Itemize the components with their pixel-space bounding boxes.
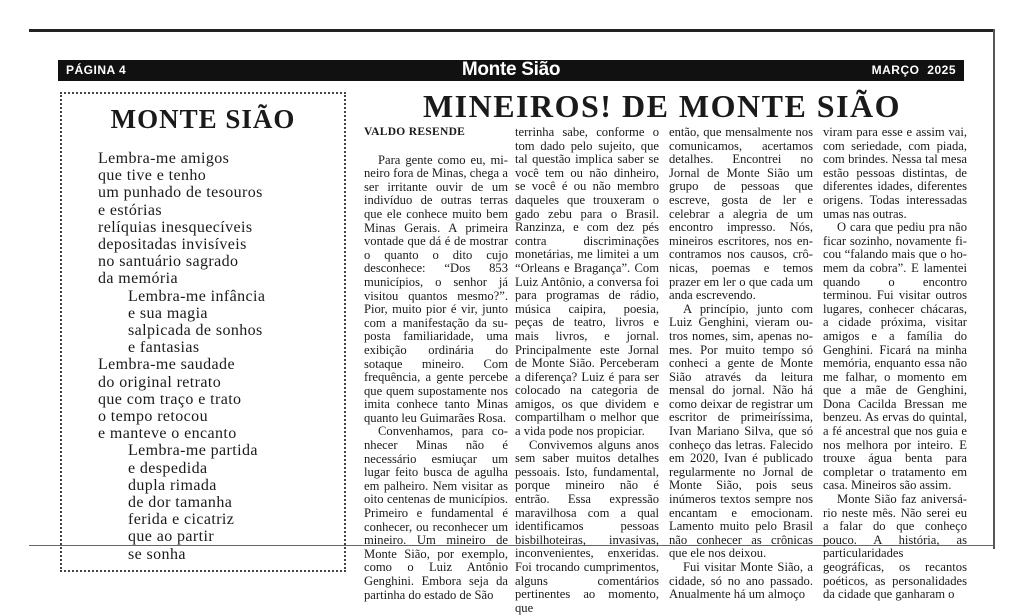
article-paragraph: Para gente como eu, mineiro fora de Minas, chega a ser irritante ouvir de um indivíduo de outras terras que ele conhece muito bem Minas Gerais. A primeira vontade que dá é de mostrar o quanto o dito cujo desconhece: “Dos 853 municípios, o senhor já visitou quantos mesmo?”. Pior, muito pior é vir, junto com a manifestação da suposta familiaridade, uma exibição ordinária do sotaque mineiro. Com frequência, a gente percebe que quem supostamente nos imita conhece tanto Minas quanto leu Guimarães Rosa. bbox=[364, 152, 508, 425]
poem-line: salpicada de sonhos bbox=[128, 322, 263, 340]
article-paragraph: Monte Sião faz aniversário neste mês. Não serei eu a falar do que conheço pouco. A história, as particularidades geográficas, os recantos poéticos, as personalidades da cidade que ganharam o bbox=[823, 492, 967, 602]
article-column-3 bbox=[669, 125, 813, 602]
masthead-bar bbox=[58, 60, 964, 81]
poem-line: e despedida bbox=[128, 459, 208, 477]
poem-line: depositadas invisíveis bbox=[98, 236, 247, 254]
poem-line: dupla rimada bbox=[128, 476, 217, 494]
article-paragraph: terrinha sabe, conforme o tom dado pelo sujeito, que tal questão implica saber se você tem ou não dinheiro, se você é ou não membro daqueles que trouxeram o gado zebu para o Brasil. Ranzinza, e com dez pés contra discriminações monetárias, me limitei a um “Orleans e Bragança”. Com Luiz Antônio, a conversa foi para programas de rádio, música caipira, poesia, peças de teatro, livros e mais livros, e jornal. Principalmente este Jornal de Monte Sião. Perceberam a diferença? Luiz é para ser colocado na categoria de amigos, os que dividem e compartilham o melhor que a vida pode nos propiciar. bbox=[515, 125, 659, 439]
article-byline: VALDO RESENDE bbox=[364, 126, 466, 138]
poem-line: ferida e cicatriz bbox=[128, 511, 235, 529]
right-rule bbox=[993, 29, 995, 549]
article-paragraph: Fui visitar Monte Sião, a cidade, só no ano passado. Anualmente há um almoço bbox=[669, 560, 813, 602]
poem-line: um punhado de tesouros bbox=[98, 184, 263, 202]
poem-line: do original retrato bbox=[98, 373, 222, 391]
article-paragraph: Convenhamos, para conhecer Minas não é necessário esmiuçar um lugar feito busca de agulha em palheiro. Nem visitar as oito centenas de municípios. Primeiro e fundamental é conhecer, ou reconhecer um mineiro. Um mineiro de Monte Sião, por exemplo, como o Luiz Antônio Genghini. Embora seja da partinha do estado de São bbox=[364, 424, 508, 602]
page-number: PÁGINA 4 bbox=[66, 63, 127, 77]
poem-line: Lembra-me amigos bbox=[98, 150, 230, 167]
poem-line: que com traço e trato bbox=[98, 390, 242, 408]
poem-line: Lembra-me saudade bbox=[98, 356, 235, 374]
poem-title: MONTE SIÃO bbox=[110, 104, 296, 134]
poem-line: e estórias bbox=[98, 201, 162, 219]
newspaper-title: Monte Sião bbox=[461, 59, 561, 80]
article-headline: MINEIROS! DE MONTE SIÃO bbox=[422, 88, 902, 124]
article-paragraph: então, que mensalmente nos comunicamos, acertamos detalhes. Encontrei no Jornal de Monte Sião um grupo de pessoas que escreve, gosta de ler e celebrar a alegria de um encontro impresso. Nós, mineiros escritores, nos encontramos nos causos, crônicas, poemas e temos prazer em ler o que cada um anda escrevendo. bbox=[669, 125, 813, 303]
poem-line: relíquias inesquecíveis bbox=[98, 218, 253, 236]
poem-line: Lembra-me infância bbox=[128, 287, 266, 305]
poem-line: e sua magia bbox=[128, 304, 208, 322]
poem-line: da memória bbox=[98, 270, 178, 288]
top-rule bbox=[29, 29, 995, 32]
poem-body bbox=[98, 150, 338, 563]
poem-line: e manteve o encanto bbox=[98, 425, 237, 443]
poem-line: se sonha bbox=[128, 545, 186, 563]
article-column-1 bbox=[364, 126, 508, 602]
poem-line: e fantasias bbox=[128, 339, 200, 357]
article-paragraph: O cara que pediu pra não ficar sozinho, novamente ficou “falando mais que o homem da cobra”. E lamentei quando o encontro terminou. Fui visitar outros lugares, conhecer chácaras, a cidade próxima, visitar amigos e a família do Genghini. Ficará na minha memória, enquanto essa não me falhar, o momento em que a mãe de Genghini, Dona Cacilda Bressan me benzeu. As ervas do quintal, a fé ancestral que nos guia e nos melhora por inteiro. E trouxe água benta para completar o tratamento em casa. Mineiros são assim. bbox=[823, 220, 967, 493]
article-paragraph: viram para esse e assim vai, com seriedade, com piada, com brindes. Nessa tal mesa estão pessoas distintas, de diferentes idades, diferentes origens. Todas interessadas umas nas outras. bbox=[823, 125, 967, 221]
article-paragraph: Convivemos alguns anos sem saber muitos detalhes pessoais. Isto, fundamental, porque mineiro não é entrão. Essa expressão maravilhosa com a qual identificamos pessoas bisbilhoteiras, invasivas, inconvenientes, enxeridas. Foi trocando cumprimentos, alguns comentários pertinentes ao momento, que bbox=[515, 437, 659, 615]
issue-date: MARÇO 2025 bbox=[871, 63, 956, 77]
poem-line: de dor tamanha bbox=[128, 494, 233, 512]
poem-line: que ao partir bbox=[128, 528, 215, 546]
article-column-2 bbox=[515, 125, 659, 615]
poem-line: o tempo retocou bbox=[98, 408, 208, 426]
poem-line: Lembra-me partida bbox=[128, 442, 258, 460]
article-column-4 bbox=[823, 125, 967, 602]
article-paragraph: A princípio, junto com Luiz Genghini, vieram outros nomes, sim, apenas nomes. Por muito tempo só conheci a gente de Monte Sião através da leitura mensal do jornal. Não há como deixar de registrar um escritor de primeiríssima, Ivan Mariano Silva, que só conheço das letras. Falecido em 2020, Ivan é publicado regularmente no Jornal de Monte Sião, pois seus inúmeros textos sempre nos encantam e emocionam. Lamento muito pelo Brasil não conhecer as crônicas que ele nos deixou. bbox=[669, 301, 813, 561]
poem-line: no santuário sagrado bbox=[98, 253, 239, 271]
poem-line: que tive e tenho bbox=[98, 167, 207, 185]
poem-box bbox=[60, 92, 346, 572]
